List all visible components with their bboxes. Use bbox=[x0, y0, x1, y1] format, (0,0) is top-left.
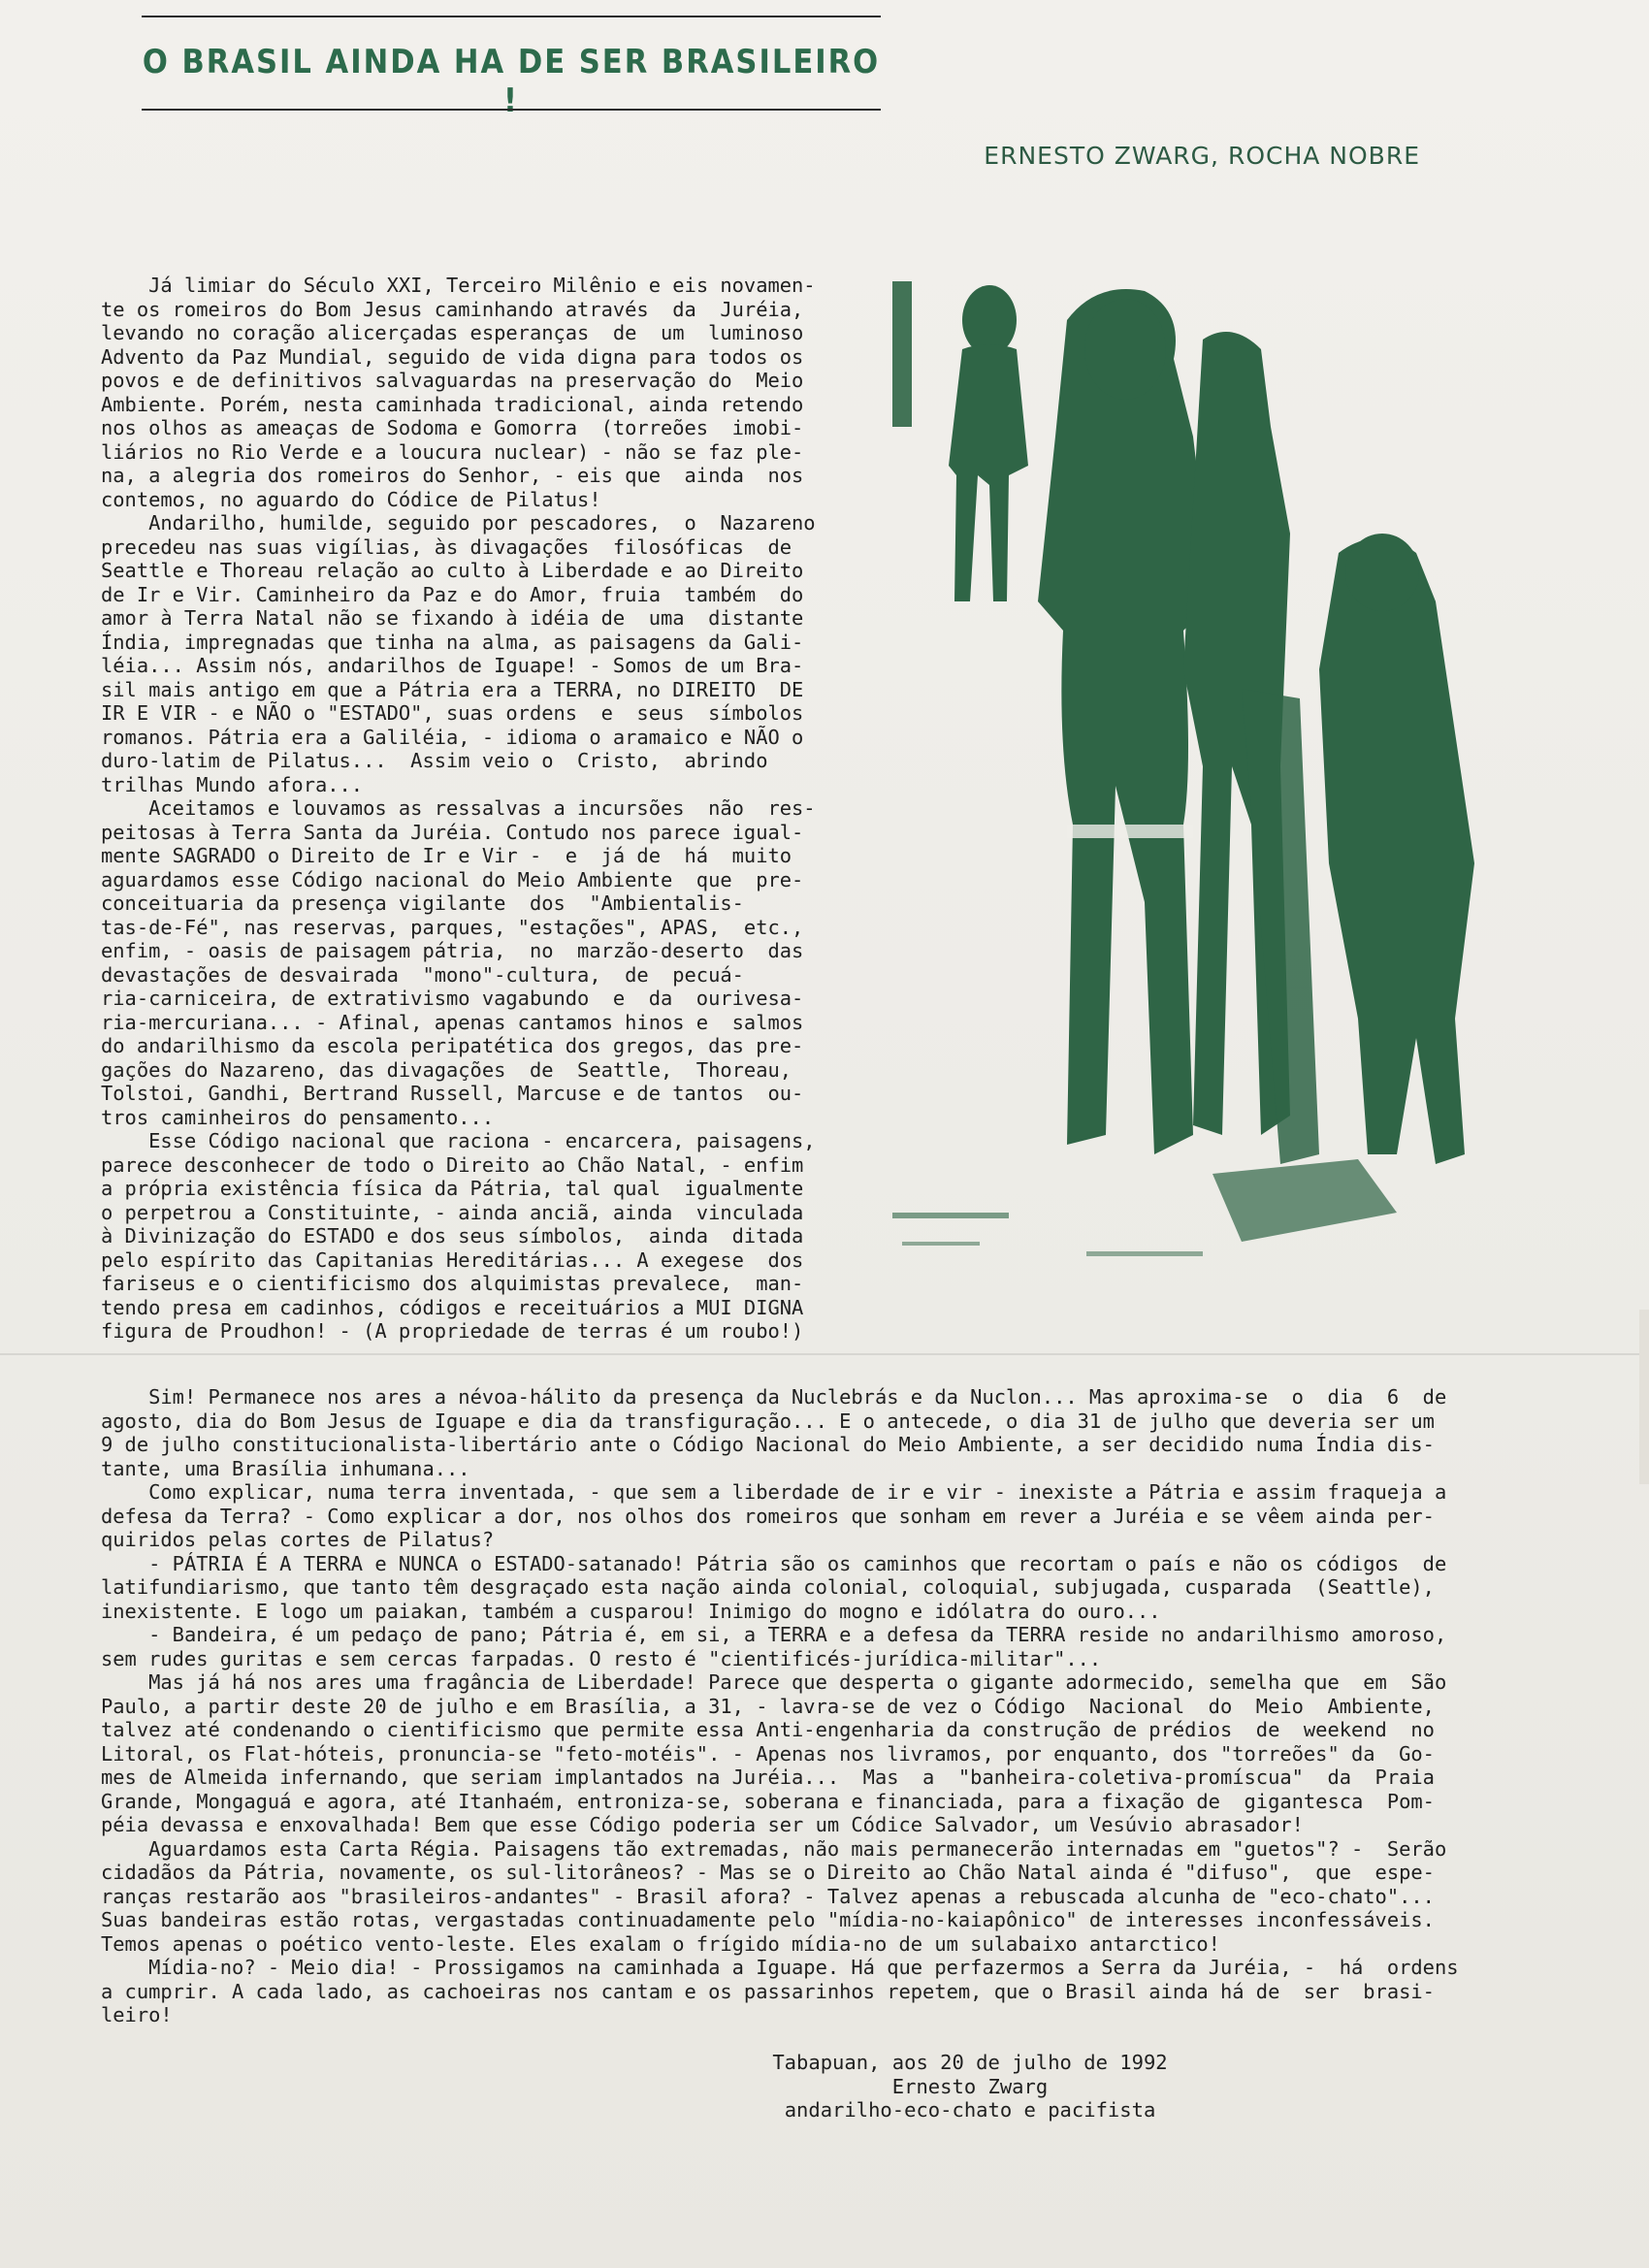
signature-block bbox=[757, 2051, 1183, 2122]
article-wide-text bbox=[101, 1385, 1560, 2027]
column-text-line: liários no Rio Verde e a loucura nuclear) - não se faz ple- bbox=[101, 439, 804, 464]
column-text-line: peitosas à Terra Santa da Juréia. Contudo nos parece igual- bbox=[101, 820, 804, 844]
column-text-line: mente SAGRADO o Direito de Ir e Vir - e já de há muito bbox=[101, 844, 792, 867]
signature-place-date: Tabapuan, aos 20 de julho de 1992 bbox=[772, 2051, 1168, 2074]
bottom-rule bbox=[142, 109, 881, 111]
wide-text-line: Sim! Permanece nos ares a névoa-hálito da presença da Nuclebrás e da Nuclon... Mas aproxima-se o dia 6 de bbox=[101, 1385, 1447, 1409]
column-text-line: contemos, no aguardo do Códice de Pilatus! bbox=[101, 487, 601, 511]
column-text-line: Já limiar do Século XXI, Terceiro Milênio e eis novamen- bbox=[101, 274, 816, 297]
wide-text-line: mes de Almeida infernando, que seriam implantados na Juréia... Mas a "banheira-coletiva-promíscua" da Praia bbox=[101, 1766, 1435, 1789]
wide-text-line: Temos apenas o poético vento-leste. Eles exalam o frígido mídia-no de um sulabaixo antarctico! bbox=[101, 1931, 1220, 1956]
signature-name: Ernesto Zwarg bbox=[891, 2074, 1049, 2098]
top-rule bbox=[142, 16, 881, 17]
wide-text-line: 9 de julho constitucionalista-libertário ante o Código Nacional do Meio Ambiente, a ser decidido numa Índia dis- bbox=[101, 1433, 1435, 1456]
column-text-line: Ambiente. Porém, nesta caminhada tradicional, ainda retendo bbox=[101, 392, 804, 416]
column-text-line: precedeu nas suas vigílias, às divagações filosóficas de bbox=[101, 535, 792, 559]
column-text-line: figura de Proudhon! - (A propriedade de terras é um roubo!) bbox=[101, 1319, 804, 1343]
column-text-line: do andarilhismo da escola peripatética dos gregos, das pre- bbox=[101, 1034, 804, 1057]
wide-text-line: - PÁTRIA É A TERRA e NUNCA o ESTADO-satanado! Pátria são os caminhos que recortam o país e não os códigos de bbox=[101, 1551, 1447, 1575]
column-text-line: Seattle e Thoreau relação ao culto à Liberdade e ao Direito bbox=[101, 559, 804, 582]
wide-text-line: ranças restarão aos "brasileiros-andantes" - Brasil afora? - Talvez apenas a rebuscada alcunha de "eco-chato"... bbox=[101, 1884, 1435, 1908]
column-text-line: levando no coração alicerçadas esperanças de um luminoso bbox=[101, 321, 804, 344]
wide-text-line: - Bandeira, é um pedaço de pano; Pátria é, em si, a TERRA e a defesa da TERRA reside no andarilhismo amoroso, bbox=[101, 1623, 1447, 1646]
paper-edge bbox=[1639, 1310, 1649, 1484]
wide-text-line: Aguardamos esta Carta Régia. Paisagens tão extremadas, não mais permanecerão internadas em "guetos"? - Serão bbox=[101, 1836, 1447, 1861]
column-text-line: a própria existência física da Pátria, tal qual igualmente bbox=[101, 1177, 804, 1200]
column-text-line: conceituaria da presença vigilante dos "Ambientalis- bbox=[101, 891, 744, 915]
column-text-line: Advento da Paz Mundial, seguido de vida digna para todos os bbox=[101, 344, 804, 369]
column-text-line: enfim, - oasis de paisagem pátria, no marzão-deserto das bbox=[101, 939, 804, 962]
wide-text-line: Litoral, os Flat-hóteis, pronuncia-se "feto-motéis". - Apenas nos livramos, por enquanto, dos "torreões" da Go- bbox=[101, 1741, 1435, 1766]
headline: O BRASIL AINDA HA DE SER BRASILEIRO ! bbox=[142, 43, 881, 120]
walkers-photo bbox=[892, 281, 1533, 1290]
wide-text-line: defesa da Terra? - Como explicar a dor, nos olhos dos romeiros que sonham em rever a Juréia e se vêem ainda per- bbox=[101, 1504, 1435, 1528]
column-text-line: duro-latim de Pilatus... Assim veio o Cristo, abrindo bbox=[101, 749, 768, 772]
column-text-line: ria-mercuriana... - Afinal, apenas cantamos hinos e salmos bbox=[101, 1010, 804, 1034]
column-text-line: amor à Terra Natal não se fixando à idéia de uma distante bbox=[101, 606, 804, 630]
column-text-line: nos olhos as ameaças de Sodoma e Gomorra (torreões imobi- bbox=[101, 416, 804, 439]
column-text-line: à Divinização do ESTADO e dos seus símbolos, ainda ditada bbox=[101, 1224, 804, 1247]
column-text-line: de Ir e Vir. Caminheiro da Paz e do Amor, fruia também do bbox=[101, 582, 804, 606]
column-text-line: IR E VIR - e NÃO o "ESTADO", suas ordens e seus símbolos bbox=[101, 701, 804, 725]
wide-text-line: sem rudes guritas e sem cercas farpadas. O resto é "cientificés-jurídica-militar"... bbox=[101, 1646, 1102, 1670]
column-text-line: Aceitamos e louvamos as ressalvas a incursões não res- bbox=[101, 796, 816, 820]
wide-text-line: Grande, Mongaguá e agora, até Itanhaém, entroniza-se, soberana e financiada, para a fixação de gigantesca Pom- bbox=[101, 1789, 1435, 1813]
column-text-line: Tolstoi, Gandhi, Bertrand Russell, Marcuse e de tantos ou- bbox=[101, 1082, 804, 1105]
fold-crease bbox=[0, 1353, 1649, 1355]
column-text-line: léia... Assim nós, andarilhos de Iguape! - Somos de um Bra- bbox=[101, 654, 804, 677]
column-text-line: na, a alegria dos romeiros do Senhor, - eis que ainda nos bbox=[101, 464, 804, 487]
byline: ERNESTO ZWARG, ROCHA NOBRE bbox=[984, 142, 1420, 170]
wide-text-line: Suas bandeiras estão rotas, vergastadas continuadamente pelo "mídia-no-kaiapônico" de interesses inconfessáveis. bbox=[101, 1908, 1435, 1931]
column-text-line: sil mais antigo em que a Pátria era a TERRA, no DIREITO DE bbox=[101, 677, 804, 701]
wide-text-line: Como explicar, numa terra inventada, - que sem a liberdade de ir e vir - inexiste a Pátria e assim fraqueja a bbox=[101, 1480, 1447, 1504]
column-text-line: povos e de definitivos salvaguardas na preservação do Meio bbox=[101, 369, 804, 392]
wide-text-line: Paulo, a partir deste 20 de julho e em Brasília, a 31, - lavra-se de vez o Código Nacional do Meio Ambiente, bbox=[101, 1694, 1435, 1718]
wide-text-line: a cumprir. A cada lado, as cachoeiras nos cantam e os passarinhos repetem, que o Brasil ainda há de ser brasi- bbox=[101, 1979, 1435, 2003]
column-text-line: gações do Nazareno, das divagações de Seattle, Thoreau, bbox=[101, 1057, 792, 1082]
wide-text-line: inexistente. E logo um paiakan, também a cusparou! Inimigo do mogno e idólatra do ouro... bbox=[101, 1599, 1161, 1623]
wide-text-line: talvez até condenando o cientificismo que permite essa Anti-engenharia da construção de prédios de weekend no bbox=[101, 1718, 1435, 1741]
wide-text-line: latifundiarismo, que tanto têm desgraçado esta nação ainda colonial, coloquial, subjugada, cusparada (Seattle), bbox=[101, 1575, 1435, 1599]
column-text-line: tros caminheiros do pensamento... bbox=[101, 1105, 495, 1129]
wide-text-line: leiro! bbox=[101, 2003, 173, 2026]
column-text-line: tas-de-Fé", nas reservas, parques, "estações", APAS, etc., bbox=[101, 915, 804, 939]
column-text-line: fariseus e o cientificismo dos alquimistas prevalece, man- bbox=[101, 1272, 804, 1295]
column-text-line: Índia, impregnadas que tinha na alma, as paisagens da Gali- bbox=[101, 630, 804, 654]
column-text-line: parece desconhecer de todo o Direito ao Chão Natal, - enfim bbox=[101, 1152, 804, 1177]
column-text-line: te os romeiros do Bom Jesus caminhando através da Juréia, bbox=[101, 297, 804, 321]
column-text-line: romanos. Pátria era a Galiléia, - idioma o aramaico e NÃO o bbox=[101, 725, 804, 749]
wide-text-line: péia devassa e enxovalhada! Bem que esse Código poderia ser um Códice Salvador, um Vesúvio abrasador! bbox=[101, 1813, 1304, 1836]
column-text-line: aguardamos esse Código nacional do Meio Ambiente que pre- bbox=[101, 867, 804, 891]
column-text-line: pelo espírito das Capitanias Hereditárias... A exegese dos bbox=[101, 1247, 804, 1272]
wide-text-line: agosto, dia do Bom Jesus de Iguape e dia da transfiguração... E o antecede, o dia 31 de julho que deveria ser um bbox=[101, 1409, 1435, 1433]
column-text-line: ria-carniceira, de extrativismo vagabundo e da ourivesa- bbox=[101, 987, 804, 1010]
column-text-line: o perpetrou a Constituinte, - ainda anciã, ainda vinculada bbox=[101, 1200, 804, 1224]
wide-text-line: tante, uma Brasília inhumana... bbox=[101, 1456, 470, 1480]
signature-title: andarilho-eco-chato e pacifista bbox=[784, 2098, 1156, 2122]
column-text-line: Andarilho, humilde, seguido por pescadores, o Nazareno bbox=[101, 511, 816, 535]
wide-text-line: Mídia-no? - Meio dia! - Prossigamos na caminhada a Iguape. Há que perfazermos a Serra da Juréia, - há ordens bbox=[101, 1956, 1459, 1979]
wide-text-line: quiridos pelas cortes de Pilatus? bbox=[101, 1528, 495, 1551]
column-text-line: trilhas Mundo afora... bbox=[101, 772, 364, 796]
article-column bbox=[101, 274, 871, 1344]
wide-text-line: cidadãos da Pátria, novamente, os sul-litorâneos? - Mas se o Direito ao Chão Natal ainda é "difuso", que espe- bbox=[101, 1861, 1435, 1884]
wide-text-line: Mas já há nos ares uma fragância de Liberdade! Parece que desperta o gigante adormecido, semelha que em São bbox=[101, 1670, 1447, 1694]
column-text-line: tendo presa em cadinhos, códigos e receituários a MUI DIGNA bbox=[101, 1295, 804, 1319]
column-text-line: Esse Código nacional que raciona - encarcera, paisagens, bbox=[101, 1129, 816, 1152]
column-text-line: devastações de desvairada "mono"-cultura, de pecuá- bbox=[101, 962, 744, 987]
